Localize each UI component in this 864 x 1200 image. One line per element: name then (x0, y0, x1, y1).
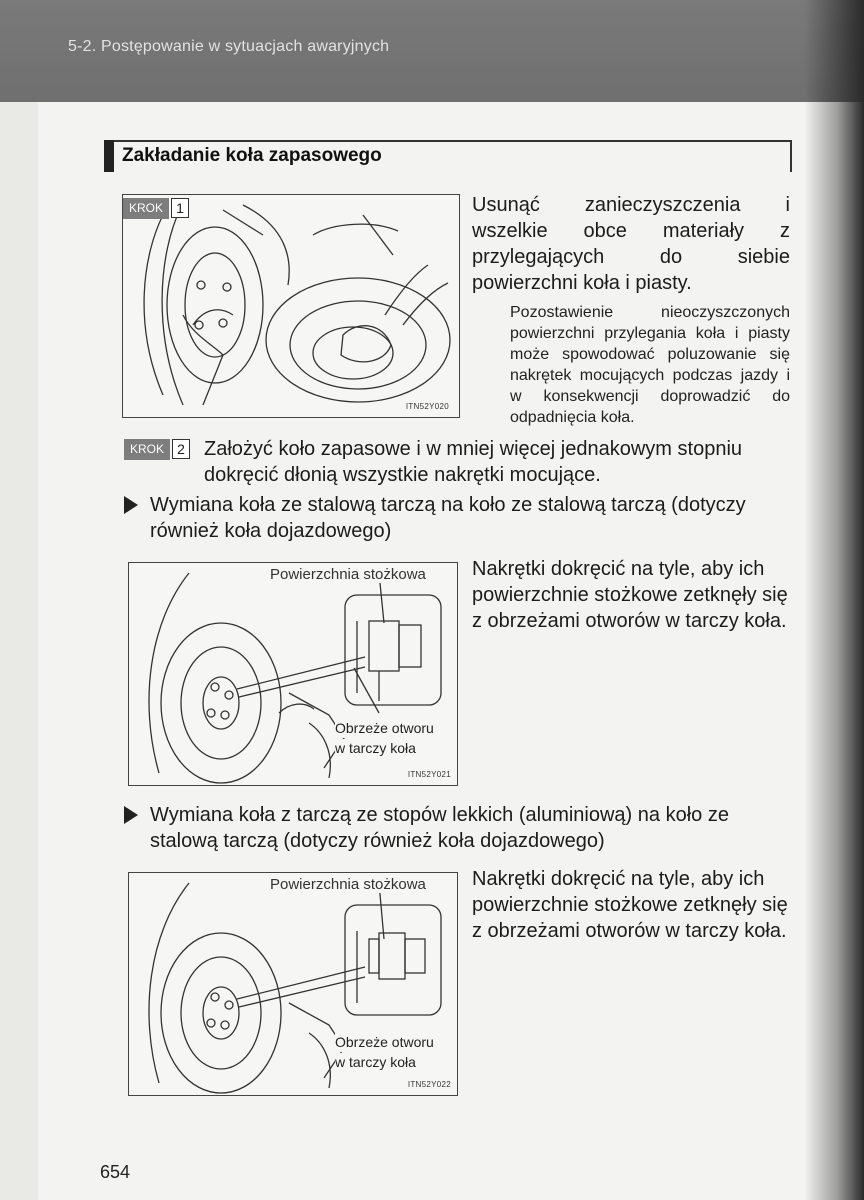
alloy-label-bottom-1: Obrzeże otworu (335, 1034, 434, 1050)
case-alloy-text: Nakrętki dokręcić na tyle, aby ich powierzchnie stożkowe zetknęły się z obrzeżami otworów w tarczy koła. (472, 868, 788, 942)
section-title: Zakładanie koła zapasowego (122, 145, 382, 166)
bullet-arrow-icon-2 (124, 806, 138, 824)
steel-label-top: Powierzchnia stożkowa (267, 566, 429, 583)
step2-marker (124, 438, 190, 460)
alloy-label-top: Powierzchnia stożkowa (267, 876, 429, 893)
section-title-bar (104, 140, 114, 172)
step1-text: Usunąć zanieczyszczenia i wszelkie obce materiały z przylegających do siebie powierzchni koła i piasty. (472, 194, 790, 294)
figure3-code: ITN52Y022 (407, 1080, 451, 1089)
case-alloy-heading: Wymiana koła z tarczą ze stopów lekkich (aluminiową) na koło ze stalową tarczą (dotyczy również koła dojazdowego) (150, 804, 729, 852)
bullet-arrow-icon (124, 496, 138, 514)
left-margin (0, 102, 38, 1200)
step2-number: 2 (172, 439, 190, 459)
step1-note: Pozostawienie nieoczyszczonych powierzchni przylegania koła i piasty może spowodować poluzowanie się nakrętek mocujących podczas jazdy i w konsekwencji doprowadzić do odpadnięcia koła. (510, 304, 790, 426)
header-title: 5-2. Postępowanie w sytuacjach awaryjnych (68, 38, 390, 55)
cleaning-illustration (123, 195, 459, 417)
steel-label-bottom-2: w tarczy koła (335, 740, 416, 756)
figure2-code: ITN52Y021 (407, 770, 451, 779)
case-steel-heading: Wymiana koła ze stalową tarczą na koło ze stalową tarczą (dotyczy również koła dojazdowego) (150, 494, 746, 542)
step1-number: 1 (171, 198, 189, 218)
figure-cleaning-hub (122, 194, 460, 418)
case-steel-text: Nakrętki dokręcić na tyle, aby ich powierzchnie stożkowe zetknęły się z obrzeżami otworów w tarczy koła. (472, 558, 788, 632)
step1-badge: KROK (123, 198, 169, 219)
step1-marker (123, 197, 189, 219)
figure-steel-nuts (128, 562, 458, 786)
step2-text: Założyć koło zapasowe i w mniej więcej jednakowym stopniu dokręcić dłonią wszystkie nakrętki mocujące. (204, 438, 743, 486)
steel-label-bottom-1: Obrzeże otworu (335, 720, 434, 736)
figure1-code: ITN52Y020 (405, 402, 449, 411)
page-header (0, 0, 864, 102)
page-edge-shadow (804, 0, 864, 1200)
figure-alloy-nuts (128, 872, 458, 1096)
step2-badge: KROK (124, 439, 170, 460)
page-number: 654 (100, 1162, 131, 1182)
alloy-label-bottom-2: w tarczy koła (335, 1054, 416, 1070)
